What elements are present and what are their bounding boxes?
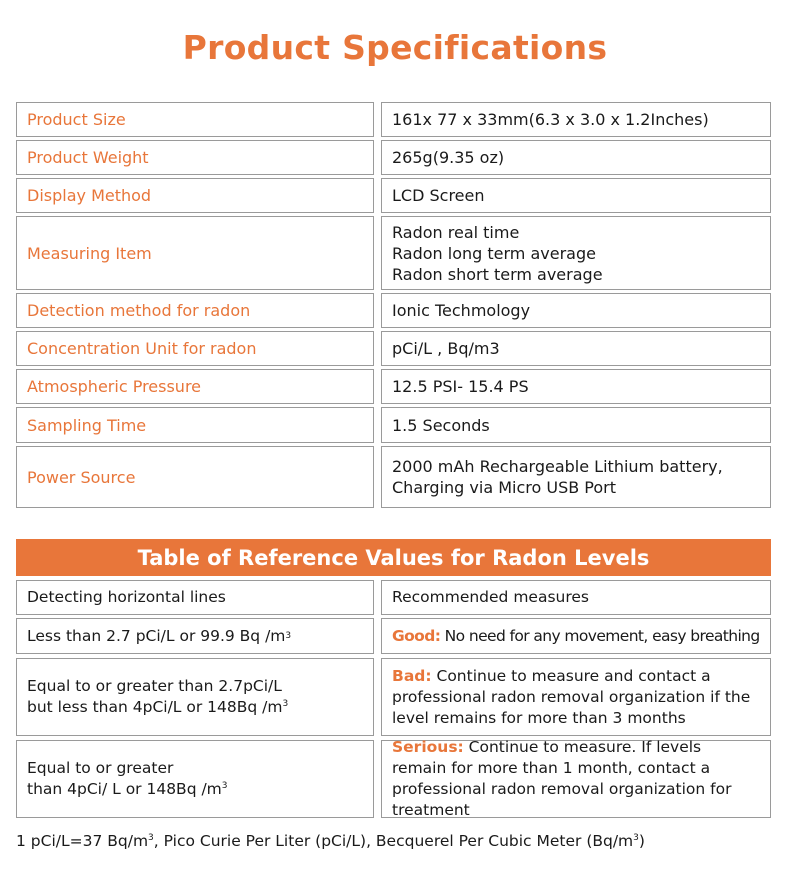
- spec-label: Atmospheric Pressure: [16, 369, 374, 404]
- spec-label: Power Source: [16, 446, 374, 508]
- reference-measure: [381, 658, 771, 736]
- page-title: Product Specifications: [182, 28, 608, 67]
- spec-label: Sampling Time: [16, 407, 374, 443]
- spec-value: 1.5 Seconds: [381, 407, 771, 443]
- spec-value: 12.5 PSI- 15.4 PS: [381, 369, 771, 404]
- reference-measure-text: Continue to measure. If levels remain for more than 1 month, contact a professional radon removal organization for treatment: [392, 738, 732, 819]
- footnote-text: 1 pCi/L=37 Bq/m: [16, 832, 149, 850]
- superscript: 3: [282, 698, 289, 709]
- level-keyword-bad: Bad:: [392, 666, 432, 685]
- spec-value: LCD Screen: [381, 178, 771, 213]
- spec-label: Detection method for radon: [16, 293, 374, 328]
- spec-value-line: Radon real time: [392, 222, 520, 242]
- spec-label: Display Method: [16, 178, 374, 213]
- reference-measure: [381, 740, 771, 818]
- spec-label: Product Size: [16, 102, 374, 137]
- reference-level-line: but less than 4pCi/L or 148Bq /m: [27, 698, 283, 716]
- reference-level-line: Equal to or greater than 2.7pCi/L: [27, 677, 282, 695]
- superscript: 3: [221, 780, 228, 791]
- reference-header-right: Recommended measures: [381, 580, 771, 615]
- spec-value: pCi/L , Bq/m3: [381, 331, 771, 366]
- spec-value: 265g(9.35 oz): [381, 140, 771, 175]
- superscript: 3: [148, 832, 154, 843]
- spec-value: [381, 216, 771, 290]
- reference-measure-text: No need for any movement, easy breathing: [440, 626, 760, 645]
- spec-value-line: Radon long term average: [392, 243, 596, 263]
- spec-label: Concentration Unit for radon: [16, 331, 374, 366]
- reference-measure: [381, 618, 771, 654]
- spec-label: Measuring Item: [16, 216, 374, 290]
- spec-value-line: 2000 mAh Rechargeable Lithium battery,: [392, 457, 723, 476]
- footnote-text: , Pico Curie Per Liter (pCi/L), Becquerel Per Cubic Meter (Bq/m: [153, 832, 634, 850]
- reference-level-line: Equal to or greater: [27, 759, 174, 777]
- reference-level-line: than 4pCi/ L or 148Bq /m: [27, 780, 222, 798]
- spec-label: Product Weight: [16, 140, 374, 175]
- footnote-text: ): [638, 832, 645, 850]
- reference-level: [16, 658, 374, 736]
- reference-banner: Table of Reference Values for Radon Levels: [16, 539, 771, 576]
- level-keyword-good: Good:: [392, 626, 441, 645]
- reference-level: Less than 2.7 pCi/L or 99.9 Bq /m 3: [16, 618, 374, 654]
- spec-value-line: Charging via Micro USB Port: [392, 478, 616, 497]
- level-keyword-serious: Serious:: [392, 738, 464, 756]
- spec-value: 161x 77 x 33mm(6.3 x 3.0 x 1.2Inches): [381, 102, 771, 137]
- spec-value: Ionic Techmology: [381, 293, 771, 328]
- reference-header-left: Detecting horizontal lines: [16, 580, 374, 615]
- reference-measure-text: Continue to measure and contact a professional radon removal organization if the level remains for more than 3 months: [392, 666, 751, 727]
- spec-value: [381, 446, 771, 508]
- superscript: 3: [633, 832, 639, 843]
- unit-footnote: [16, 832, 645, 850]
- reference-level: [16, 740, 374, 818]
- reference-level-text: Less than 2.7 pCi/L or 99.9 Bq /m: [27, 626, 286, 645]
- spec-value-line: Radon short term average: [392, 264, 603, 284]
